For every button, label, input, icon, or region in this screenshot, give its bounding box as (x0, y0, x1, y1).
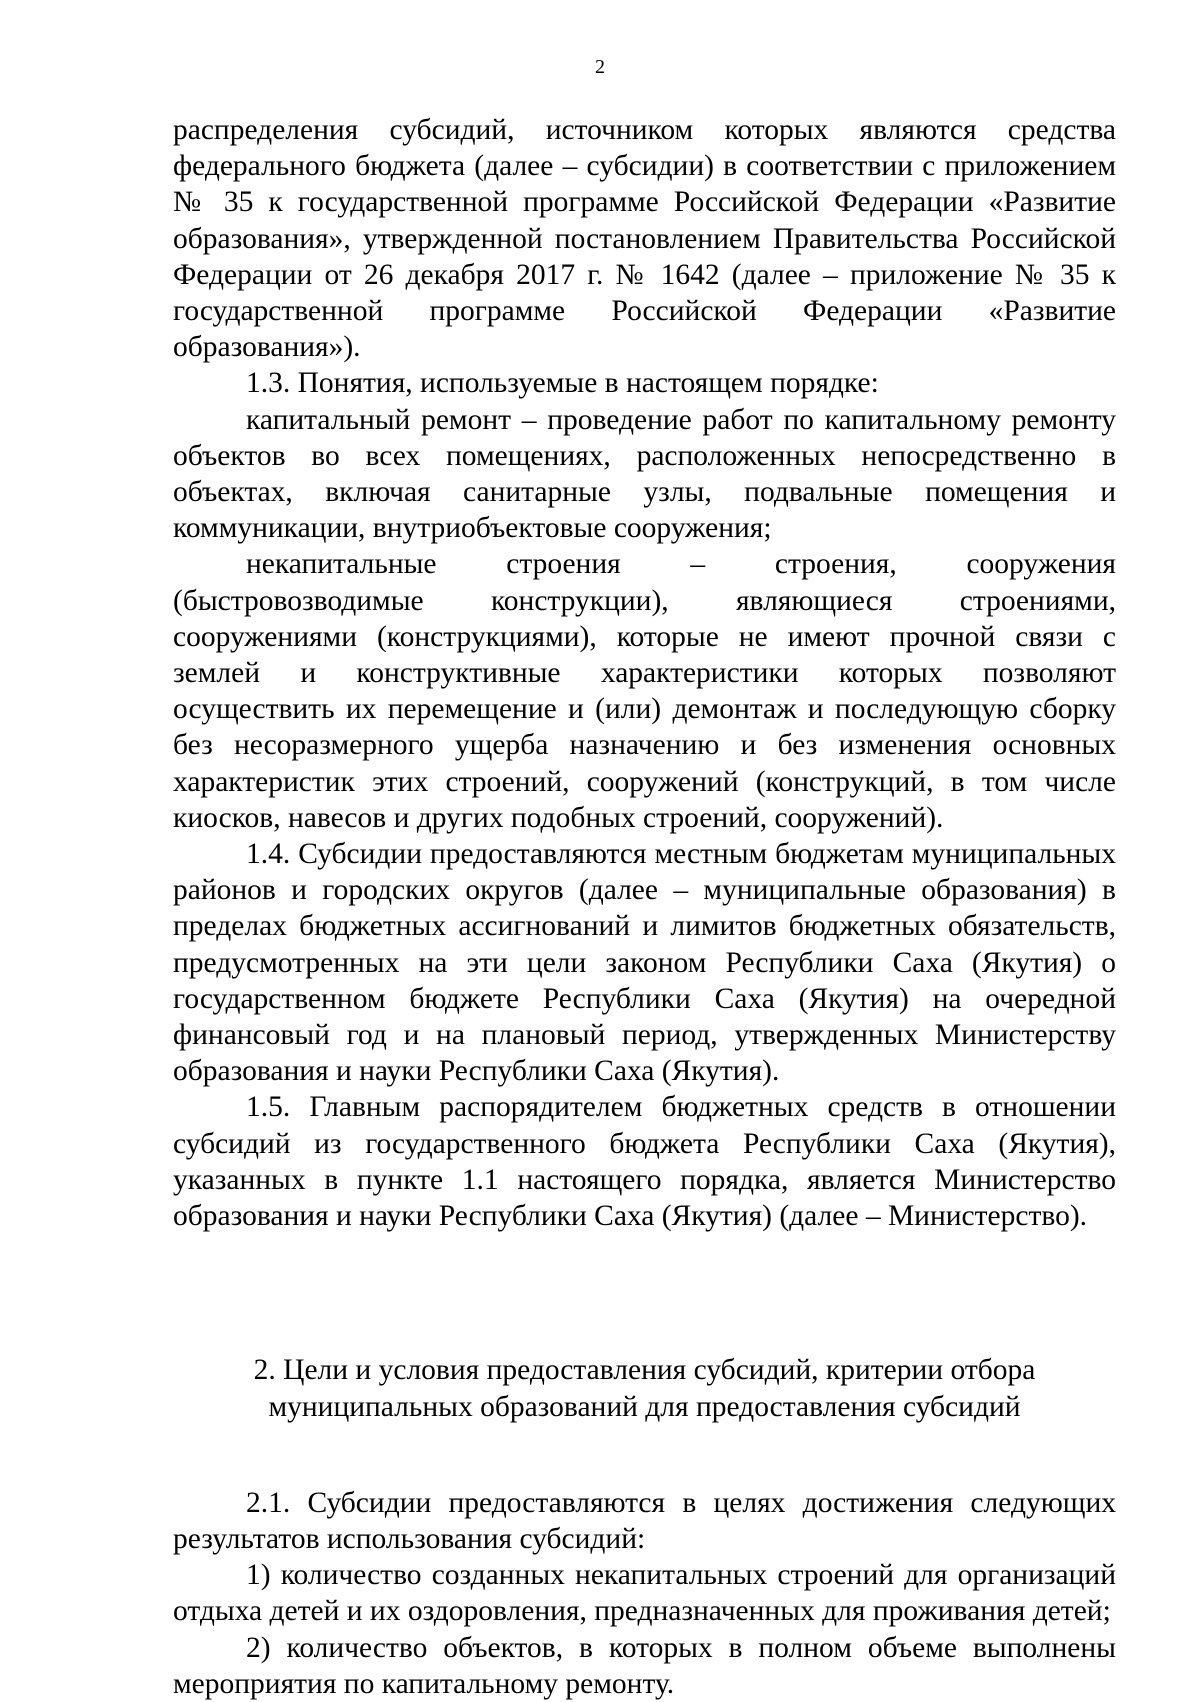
paragraph-1-4: 1.4. Субсидии предоставляются местным бюджетам муниципальных районов и городских округов (далее – муниципальные образования) в пределах бюджетных ассигнований и лимитов бюджетных обязательств, предусмотренных на эти цели законом Республики Саха (Якутия) о государственном бюджете Республики Саха (Якутия) на очередной финансовый год и на плановый период, утвержденных Министерству образования и науки Республики Саха (Якутия). (173, 838, 1116, 1088)
section-2-title-line2: муниципальных образований для предоставления субсидий (268, 1390, 1021, 1423)
page-number: 2 (595, 56, 605, 78)
paragraph-noncapital-definition: некапитальные строения – строения, сооружения (быстровозводимые конструкции), являющиеся строениями, сооружениями (конструкциями), которые не имеют прочной связи с землей и конструктивные характеристики которых позволяют осуществить их перемещение и (или) демонтаж и последующую сборку без несоразмерного ущерба назначению и без изменения основных характеристик этих строений, сооружений (конструкций, в том числе киосков, навесов и других подобных строений, сооружений). (173, 548, 1116, 834)
section-2-title-line1: 2. Цели и условия предоставления субсидий, критерии отбора (253, 1354, 1036, 1387)
paragraph-1-5: 1.5. Главным распорядителем бюджетных средств в отношении субсидий из государственного бюджета Республики Саха (Якутия), указанных в пункте 1.1 настоящего порядка, является Министерство образования и науки Республики Саха (Якутия) (далее – Министерство). (173, 1091, 1116, 1233)
paragraph-2-1-item-2: 2) количество объектов, в которых в полном объеме выполнены мероприятия по капитальному ремонту. (173, 1631, 1116, 1700)
section-2-title (173, 1352, 1116, 1424)
paragraph-capital-repair-definition: капитальный ремонт – проведение работ по капитальному ремонту объектов во всех помещениях, расположенных непосредственно в объектах, включая санитарные узлы, подвальные помещения и коммуникации, внутриобъектовые сооружения; (173, 403, 1116, 545)
document-body (173, 112, 1116, 1702)
paragraph-1-3: 1.3. Понятия, используемые в настоящем порядке: (246, 367, 879, 400)
paragraph-2-1-item-1: 1) количество созданных некапитальных строений для организаций отдыха детей и их оздоровления, предназначенных для проживания детей; (173, 1559, 1116, 1628)
paragraph-2-1: 2.1. Субсидии предоставляются в целях достижения следующих результатов использования субсидий: (173, 1486, 1116, 1555)
section-gap (173, 1425, 1116, 1485)
paragraph-continuation: распределения субсидий, источником которых являются средства федерального бюджета (далее – субсидии) в соответствии с приложением № 35 к государственной программе Российской Федерации «Развитие образования», утвержденной постановлением Правительства Российской Федерации от 26 декабря 2017 г. № 1642 (далее – приложение № 35 к государственной программе Российской Федерации «Развитие образования»). (173, 114, 1116, 364)
